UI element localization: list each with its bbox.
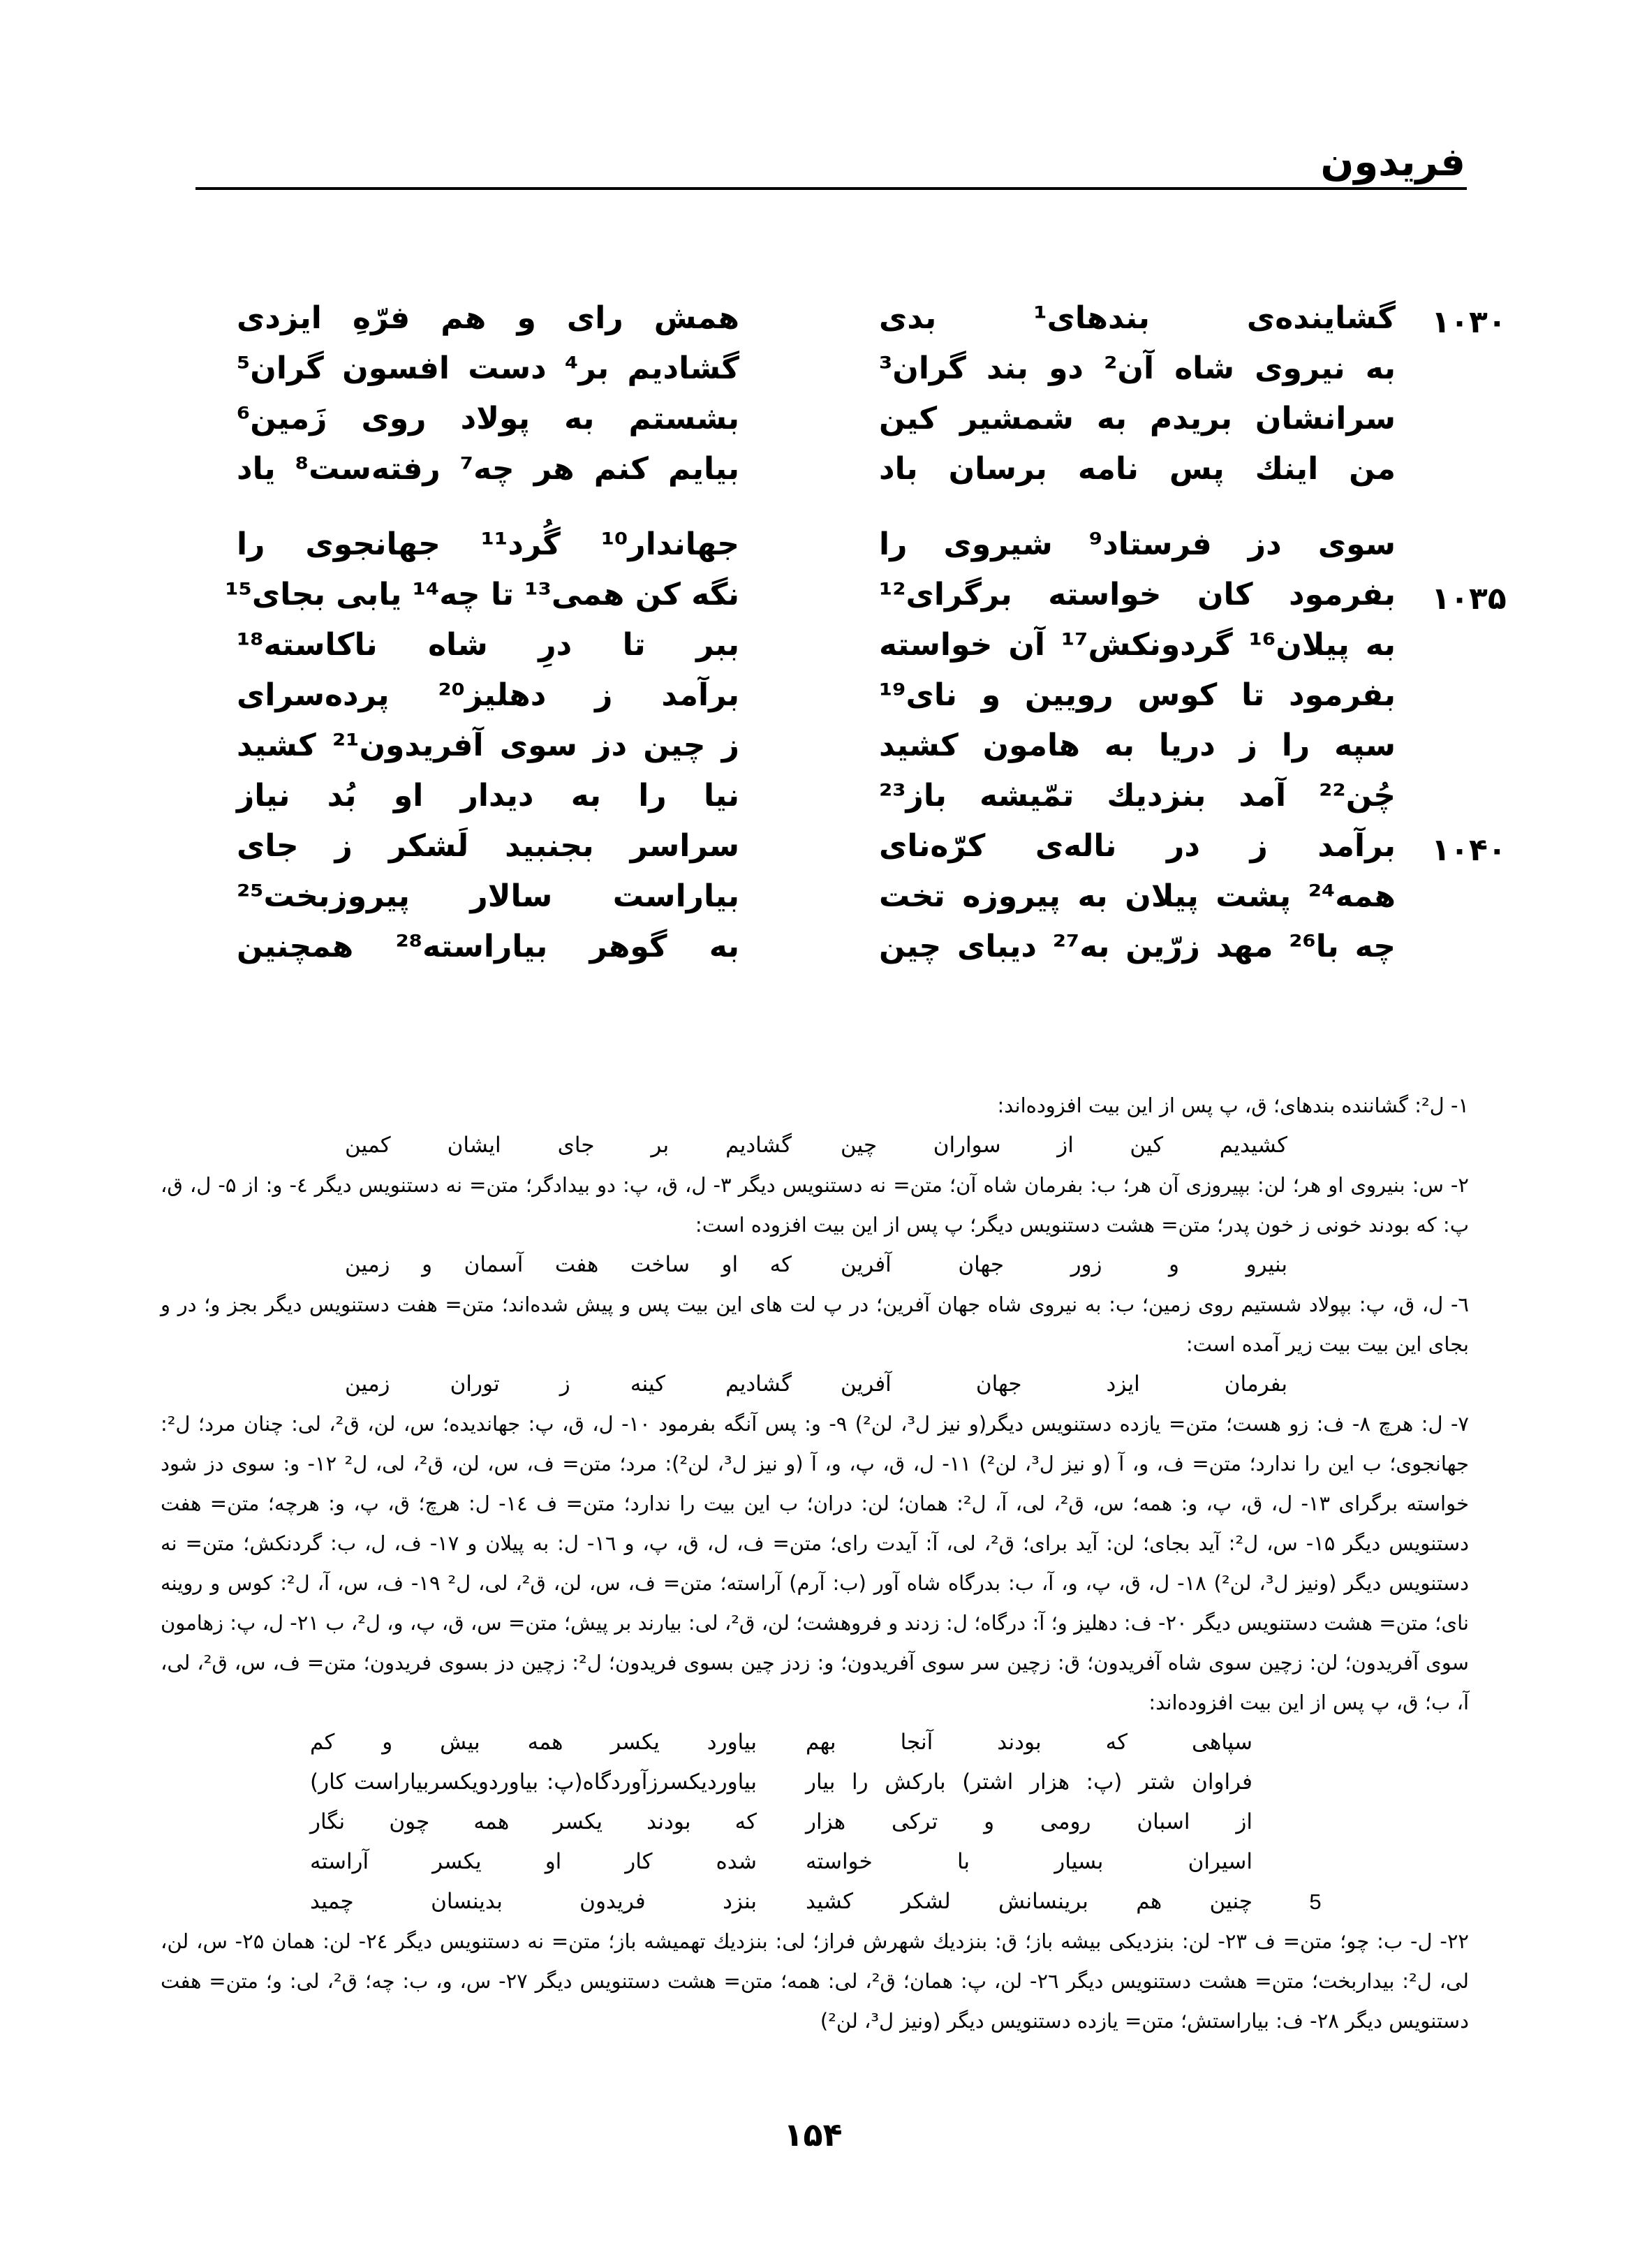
footnote-1: ۱- ل²: گشاننده بندهای؛ ق، پ پس از این بیت افزوده‌اند: — [997, 1094, 1469, 1117]
hemistich-first: سرانشان بریدم به شمشیر کین — [879, 401, 1396, 436]
running-title: فریدون — [1320, 140, 1465, 185]
hemistich: بیاوردیکسرزآوردگاه(پ: بیاوردویکسربیاراست کار) — [310, 1769, 757, 1795]
verse-block — [209, 300, 1514, 979]
hemistich-second: جهاندار¹⁰ گُرد¹¹ جهانجوی را — [237, 526, 739, 562]
hemistich-second: ببر تا درِ شاه ناکاسته¹⁸ — [237, 627, 739, 663]
footnote-verse — [161, 1245, 1469, 1285]
page-number: ۱۵۴ — [783, 2116, 843, 2153]
line-number: ۱۰۴۰ — [1431, 832, 1507, 868]
hemistich-first: برآمد ز در ناله‌ی کرّه‌نای — [879, 828, 1396, 864]
verse-row — [209, 351, 1514, 401]
line-number: ۱۰۳۰ — [1431, 304, 1507, 340]
hemistich-second: برآمد ز دهلیز²⁰ پرده‌سرای — [237, 677, 739, 713]
hemistich-second: همش رای و هم فرّهِ ایزدی — [237, 300, 739, 336]
hemistich: که بودند یکسر همه چون نگار — [310, 1809, 757, 1834]
verse-row — [209, 929, 1514, 979]
hemistich-second: نگه کن همی¹³ تا چه¹⁴ یابی بجای¹⁵ — [225, 577, 739, 612]
footnote-7-21: ۷- ل: هرچ ۸- ف: زو هست؛ متن= یازده دستنویس دیگر(و نیز ل³، لن²) ۹- و: پس آنگه بفرمود ۱۰- ل، ق، پ: جهاندیده؛ س، لن، ق²، لی: چنان مرد؛ ل²: جهانجوی؛ ب این را ندارد؛ متن= ف، و، آ (و نیز ل³، لن²) ۱۱- ل، ق، پ، و، آ (و نیز ل³، لن²): مرد؛ متن= ف، س، لن، ق²، لی، ل² ۱۲- و: سوی دز شود خواسته برگرای ۱۳- ل، ق، پ، و: همه؛ س، ق²، لی، آ، ل²: همان؛ لن: دران؛ ب این بیت را ندارد؛ متن= ف ١٤- ل: هرچ؛ ق، پ، و: هرچه؛ متن= هفت دستنویس دیگر ۱۵- س، ل²: آید بجای؛ لن: آید برای؛ ق²، لی، آ: آیدت رای؛ متن= ف، ل، ق، پ، و ١٦- ل: به پیلان و ۱۷- ف، ل، ب: گردنکش؛ متن= نه دستنویس دیگر (ونیز ل³، لن²) ۱۸- ل، ق، پ، و، آ، ب: بدرگاه شاه آور (ب: آرم) آراسته؛ متن= ف، س، لن، ق²، لی، ل² ۱۹- ف، س، آ، ل²: کوس و روینه نای؛ متن= هشت دستنویس دیگر ۲۰- ف: دهلیز و؛ آ: درگاه؛ ل: زدند و فروهشت؛ لن، ق²، لی: بیارند بر پیش؛ متن= س، ق، پ، و، ل²، ب ۲۱- ل، پ: زهامون سوی آفریدون؛ لن: زچین سوی شاه آفریدون؛ ق: زچین سر سوی آفریدون؛ و: زدز چین بسوی فریدون؛ ل²: زچین دز بسوی فریدون؛ متن= ف، س، ق²، لی، آ، ب؛ ق، پ پس از این بیت افزوده‌اند: — [161, 1412, 1470, 1714]
hemistich-first: چه با²⁶ مهد زرّین به²⁷ دیبای چین — [879, 929, 1396, 964]
hemistich: فراوان شتر (پ: هزار اشتر) بارکش را بیار — [806, 1769, 1252, 1795]
footnotes — [161, 1086, 1469, 2041]
hemistich: که او ساخت هفت آسمان و زمین — [345, 1252, 792, 1277]
footnote-verse — [161, 1882, 1469, 1922]
verse-row — [209, 577, 1514, 627]
hemistich-first: همه²⁴ پشت پیلان به پیروزه تخت — [879, 878, 1396, 914]
verse-number — [1301, 1762, 1329, 1802]
line-number: ۱۰۳۵ — [1431, 581, 1507, 617]
footnote-verse — [161, 1723, 1469, 1762]
hemistich-first: بفرمود کان خواسته برگرای¹² — [879, 577, 1396, 612]
verse-row — [209, 677, 1514, 728]
hemistich-second: گشادیم بر⁴ دست افسون گران⁵ — [237, 351, 739, 386]
verse-number — [1301, 1802, 1329, 1842]
hemistich: بفرمان ایزد جهان آفرین — [841, 1371, 1287, 1397]
hemistich: بنزد فریدون بدینسان چمید — [310, 1889, 757, 1914]
hemistich: اسیران بسیار با خواسته — [806, 1849, 1252, 1874]
hemistich-second: ز چین دز سوی آفریدون²¹ کشید — [237, 728, 739, 763]
hemistich-first: سوی دز فرستاد⁹ شیروی را — [879, 526, 1396, 562]
hemistich: بیاورد یکسر همه بیش و کم — [310, 1730, 757, 1755]
verse-row — [209, 728, 1514, 778]
hemistich: چنین هم برینسانش لشکر کشید — [806, 1889, 1252, 1914]
footnote-verse — [161, 1364, 1469, 1404]
verse-row — [209, 778, 1514, 828]
footnote-22-28: ۲۲- ل- ب: چو؛ متن= ف ۲۳- لن: بنزدیکی بیشه باز؛ ق: بنزدیك شهرش فراز؛ لی: بنزدیك تهمیشه باز؛ متن= نه دستنویس دیگر ٢٤- لن: همان ۲۵- س، لن، لی، ل²: بیداربخت؛ متن= هشت دستنویس دیگر ۲٦- لن، پ: همان؛ ق²، لی: همه؛ متن= هشت دستنویس دیگر ۲۷- س، و، ب: چه؛ ق²، لی: و؛ متن= هفت دستنویس دیگر ۲۸- ف: بیاراستش؛ متن= یازده دستنویس دیگر (ونیز ل³، لن²) — [161, 1929, 1470, 2033]
hemistich: سپاهی که بودند آنجا بهم — [806, 1730, 1252, 1755]
hemistich-first: گشاینده‌ی بندهای¹ بدی — [879, 300, 1396, 336]
hemistich: گشادیم کینه ز توران زمین — [345, 1371, 792, 1397]
hemistich-first: به نیروی شاه آن² دو بند گران³ — [879, 351, 1396, 386]
hemistich: از اسبان رومی و ترکی هزار — [806, 1809, 1252, 1834]
verse-row — [209, 300, 1514, 351]
footnote-added-verses — [161, 1723, 1469, 1922]
hemistich-first: چُن²² آمد بنزدیك تمّیشه باز²³ — [879, 778, 1396, 813]
hemistich: بنیرو و زور جهان آفرین — [841, 1252, 1287, 1277]
hemistich-second: سراسر بجنبید لَشکر ز جای — [237, 828, 739, 864]
hemistich-first: به پیلان¹⁶ گردونکش¹⁷ آن خواسته — [879, 627, 1396, 663]
hemistich-second: بشستم به پولاد روی زَمین⁶ — [237, 401, 739, 436]
footnote-6: ٦- ل، ق، پ: بپولاد شستیم روی زمین؛ ب: به نیروی شاه جهان آفرین؛ در پ لت های این بیت پس و پیش شده‌اند؛ متن= هفت دستنویس دیگر بجز و؛ در و بجای این بیت بیت زیر آمده است: — [161, 1293, 1469, 1356]
footnote-verse — [161, 1762, 1469, 1802]
verse-row — [209, 828, 1514, 878]
verse-number — [1301, 1842, 1329, 1882]
hemistich-first: بفرمود تا کوس رویین و نای¹⁹ — [879, 677, 1396, 713]
hemistich-first: سپه را ز دریا به هامون کشید — [879, 728, 1396, 763]
footnote-verse — [161, 1126, 1469, 1165]
hemistich: شده کار او یکسر آراسته — [310, 1849, 757, 1874]
verse-row — [209, 451, 1514, 501]
verse-row — [209, 627, 1514, 677]
hemistich-second: به گوهر بیاراسته²⁸ همچنین — [237, 929, 739, 964]
verse-row — [209, 878, 1514, 929]
hemistich-second: بیایم کنم هر چه⁷ رفته‌ست⁸ یاد — [237, 451, 739, 487]
header-rule — [195, 187, 1467, 190]
verse-row — [209, 401, 1514, 451]
footnote-verse — [161, 1802, 1469, 1842]
hemistich: کشیدیم کین از سواران چین — [841, 1133, 1287, 1158]
hemistich-first: من اینك پس نامه برسان باد — [879, 451, 1396, 487]
hemistich-second: بیاراست سالار پیروزبخت²⁵ — [237, 878, 739, 914]
footnote-2-5: ۲- س: بنیروی او هر؛ لن: بپیروزی آن هر؛ ب: بفرمان شاه آن؛ متن= نه دستنویس دیگر ۳- ل، ق، پ: دو بیدادگر؛ متن= نه دستنویس دیگر ٤- و: از ۵- ل، ق، پ: که بودند خونی ز خون پدر؛ متن= هشت دستنویس دیگر؛ پ پس از این بیت افزوده است: — [161, 1173, 1469, 1237]
footnote-verse — [161, 1842, 1469, 1882]
verse-number: 5 — [1309, 1890, 1322, 1914]
hemistich-second: نیا را به دیدار او بُد نیاز — [237, 778, 739, 813]
verse-number — [1301, 1723, 1329, 1762]
hemistich: گشادیم بر جای ایشان کمین — [345, 1133, 792, 1158]
verse-row — [209, 526, 1514, 577]
